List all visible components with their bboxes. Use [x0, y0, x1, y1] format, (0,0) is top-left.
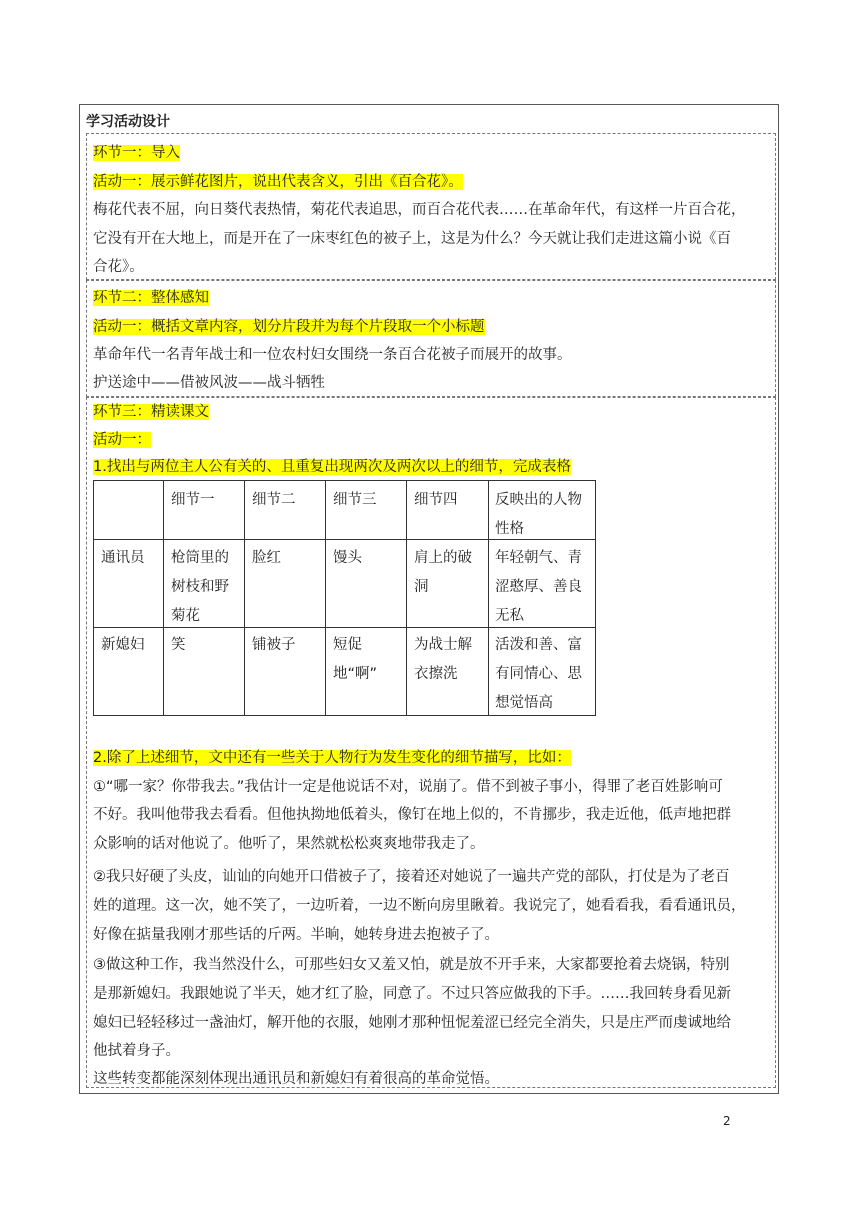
paragraph-line: 梅花代表不屈，向日葵代表热情，菊花代表追思，而百合花代表……在革命年代，有这样一片百合花， — [93, 202, 746, 218]
table-cell: 为战士解衣擦洗 — [414, 637, 472, 682]
table-row-label: 通讯员 — [101, 550, 145, 566]
task-two: 2.除了上述细节，文中还有一些关于人物行为发生变化的细节描写，比如： — [93, 750, 571, 766]
example-line: 众影响的话对他说了。他听了，果然就松松爽爽地带我走了。 — [93, 836, 485, 852]
task-one: 1.找出与两位主人公有关的、且重复出现两次及两次以上的细节，完成表格 — [93, 459, 571, 475]
stage-three-activity: 活动一： — [93, 432, 151, 448]
details-table — [93, 480, 596, 716]
table-cell: 笑 — [171, 637, 186, 653]
table-header-cell: 细节二 — [252, 492, 296, 508]
example-line: 是那新媳妇。我跟她说了半天，她才红了脸，同意了。不过只答应做我的下手。……我回转身看见新 — [93, 986, 731, 1002]
stage-three-title: 环节三：精读课文 — [93, 404, 209, 420]
table-row-label: 新媳妇 — [101, 637, 145, 653]
table-cell: 活泼和善、富有同情心、思想觉悟高 — [495, 637, 582, 711]
stage-two-title: 环节二：整体感知 — [93, 290, 209, 306]
table-cell: 短促地“啊” — [333, 637, 378, 682]
example-line: 不好。我叫他带我去看看。但他执拗地低着头，像钉在地上似的，不肯挪步，我走近他，低声地把群 — [93, 807, 731, 823]
page-number: 2 — [723, 1114, 731, 1128]
table-cell: 铺被子 — [252, 637, 296, 653]
table-cell: 馒头 — [333, 550, 362, 566]
table-cell: 脸红 — [252, 550, 281, 566]
example-line: ③做这种工作，我当然没什么，可那些妇女又羞又怕，就是放不开手来，大家都要抢着去烧锅，特别 — [93, 957, 730, 973]
paragraph-line: 它没有开在大地上，而是开在了一床枣红色的被子上，这是为什么？今天就让我们走进这篇小说《百 — [93, 231, 731, 247]
example-line: 媳妇已轻轻移过一盏油灯，解开他的衣服，她刚才那种忸怩羞涩已经完全消失，只是庄严而虔诚地给 — [93, 1015, 731, 1031]
example-line: 好像在掂量我刚才那些话的斤两。半晌，她转身进去抱被子了。 — [93, 927, 499, 943]
stage-one-activity: 活动一：展示鲜花图片，说出代表含义，引出《百合花》。 — [93, 174, 463, 190]
table-header-cell: 细节三 — [333, 492, 377, 508]
summary-line: 革命年代一名青年战士和一位农村妇女围绕一条百合花被子而展开的故事。 — [93, 347, 572, 363]
table-cell: 肩上的破洞 — [414, 550, 472, 595]
table-header-cell: 细节四 — [414, 492, 458, 508]
paragraph-line: 合花》。 — [93, 259, 144, 275]
subtitle-line: 护送途中——借被风波——战斗牺牲 — [93, 375, 325, 391]
table-header-cell: 细节一 — [171, 492, 215, 508]
table-cell: 年轻朝气、青涩憨厚、善良无私 — [495, 550, 582, 624]
example-line: 他拭着身子。 — [93, 1043, 180, 1059]
conclusion-line: 这些转变都能深刻体现出通讯员和新媳妇有着很高的革命觉悟。 — [93, 1071, 499, 1087]
section-heading: 学习活动设计 — [86, 114, 170, 130]
stage-one-title: 环节一：导入 — [93, 145, 180, 161]
table-cell: 枪筒里的树枝和野菊花 — [171, 550, 229, 624]
table-header-cell: 反映出的人物性格 — [495, 492, 582, 537]
example-line: ②我只好硬了头皮，讪讪的向她开口借被子了，接着还对她说了一遍共产党的部队，打仗是为了老百 — [93, 869, 730, 885]
example-line: ①“哪一家？你带我去。”我估计一定是他说话不对，说崩了。借不到被子事小，得罪了老百姓影响可 — [93, 779, 723, 795]
stage-two-activity: 活动一：概括文章内容，划分片段并为每个片段取一个小标题 — [93, 319, 485, 335]
example-line: 姓的道理。这一次，她不笑了，一边听着，一边不断向房里瞅着。我说完了，她看看我，看看通讯员， — [93, 898, 746, 914]
